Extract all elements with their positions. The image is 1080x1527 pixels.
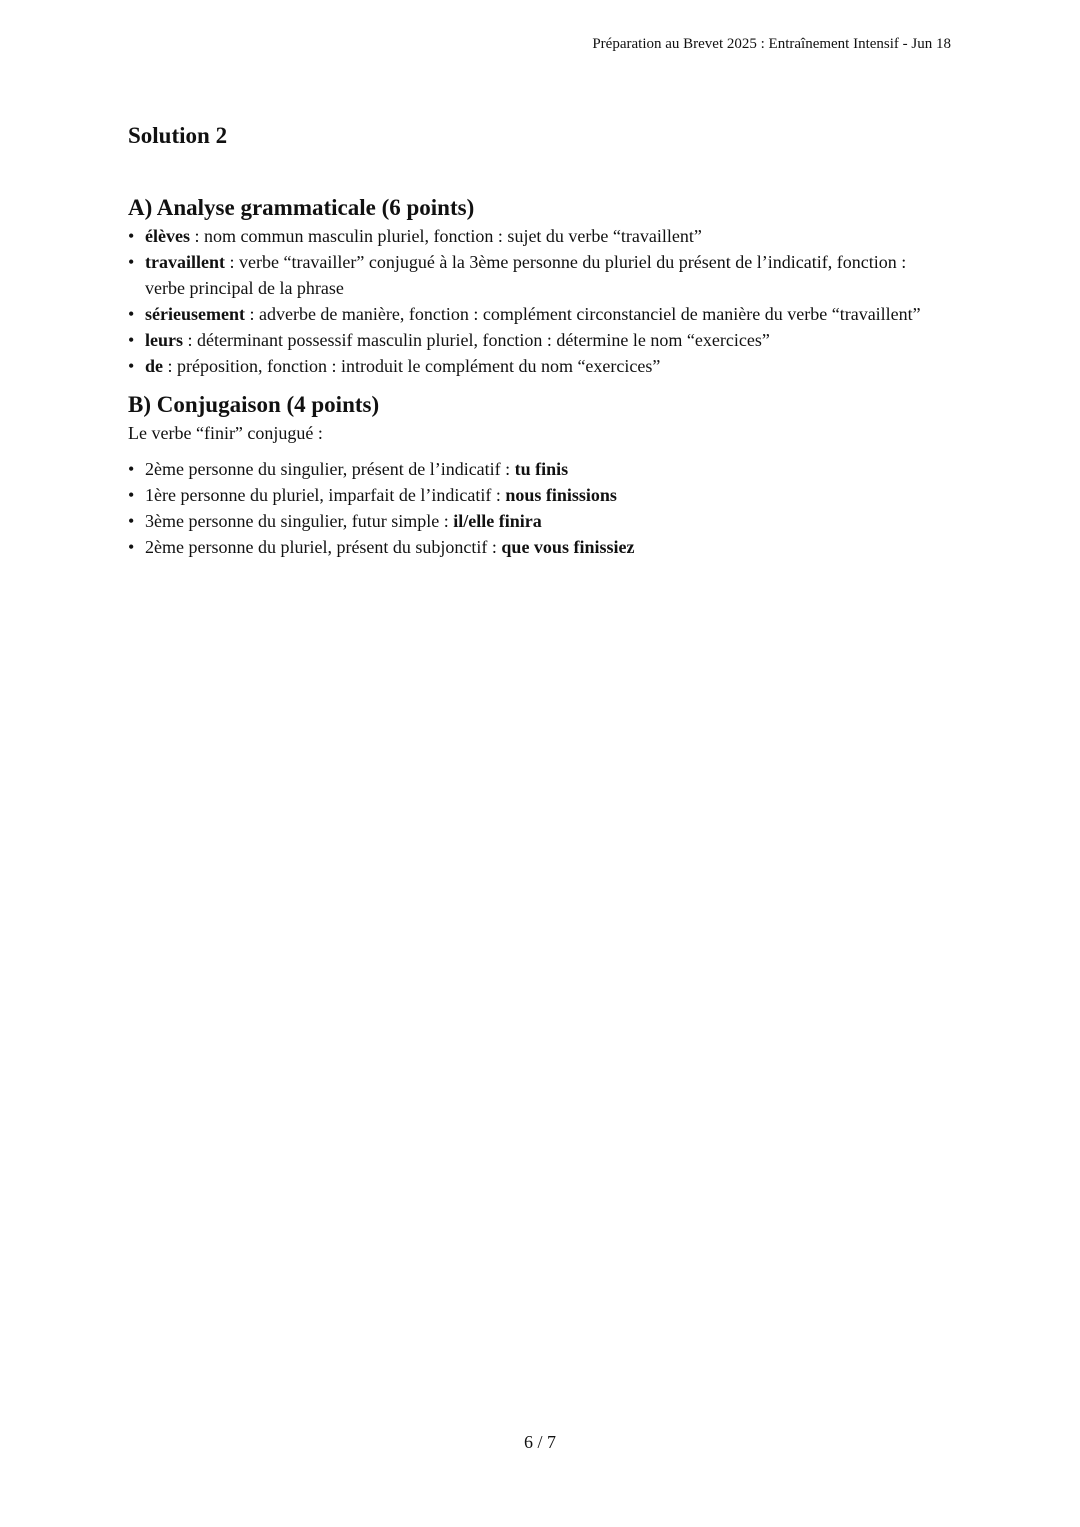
solution-title: Solution 2 bbox=[128, 123, 228, 148]
bullet-icon: • bbox=[128, 330, 135, 350]
bullet-icon: • bbox=[128, 304, 135, 324]
bullet-icon: • bbox=[128, 459, 135, 479]
running-header: Préparation au Brevet 2025 : Entraînement Intensif - Jun 18 bbox=[592, 36, 951, 52]
list-item bbox=[128, 534, 948, 560]
section-b-list bbox=[128, 456, 948, 560]
conjugation-answer: nous finissions bbox=[505, 485, 617, 505]
term: travaillent bbox=[145, 252, 225, 272]
conjugation-description: 3ème personne du singulier, futur simple : bbox=[145, 511, 454, 531]
term-description: : adverbe de manière, fonction : complément circonstanciel de manière du verbe “travaillent” bbox=[244, 304, 921, 324]
section-a-list bbox=[128, 223, 948, 379]
list-item bbox=[128, 249, 948, 301]
term: de bbox=[145, 356, 163, 376]
term: leurs bbox=[145, 330, 183, 350]
page-content bbox=[128, 121, 948, 560]
bullet-icon: • bbox=[128, 537, 135, 557]
bullet-icon: • bbox=[128, 356, 135, 376]
term: élèves bbox=[145, 226, 190, 246]
section-a-title: A) Analyse grammaticale (6 points) bbox=[128, 195, 475, 220]
conjugation-description: 1ère personne du pluriel, imparfait de l’indicatif : bbox=[145, 485, 506, 505]
conjugation-answer: il/elle finira bbox=[453, 511, 542, 531]
term-description: : préposition, fonction : introduit le complément du nom “exercices” bbox=[163, 356, 661, 376]
term: sérieusement bbox=[145, 304, 245, 324]
bullet-icon: • bbox=[128, 226, 135, 246]
conjugation-description: 2ème personne du singulier, présent de l’indicatif : bbox=[145, 459, 515, 479]
term-description: : verbe “travailler” conjugué à la 3ème personne du pluriel du présent de l’indicatif, fonction : verbe principal de la phrase bbox=[145, 252, 907, 298]
bullet-icon: • bbox=[128, 252, 135, 272]
list-item bbox=[128, 353, 948, 379]
page-number: 6 / 7 bbox=[523, 1432, 556, 1452]
term-description: : déterminant possessif masculin pluriel, fonction : détermine le nom “exercices” bbox=[183, 330, 770, 350]
list-item bbox=[128, 223, 948, 249]
section-b-title: B) Conjugaison (4 points) bbox=[128, 392, 380, 417]
list-item bbox=[128, 508, 948, 534]
conjugation-answer: que vous finissiez bbox=[501, 537, 635, 557]
section-b-intro: Le verbe “finir” conjugué : bbox=[128, 423, 323, 443]
list-item bbox=[128, 456, 948, 482]
term-description: : nom commun masculin pluriel, fonction : sujet du verbe “travaillent” bbox=[189, 226, 702, 246]
conjugation-description: 2ème personne du pluriel, présent du subjonctif : bbox=[145, 537, 502, 557]
bullet-icon: • bbox=[128, 511, 135, 531]
conjugation-answer: tu finis bbox=[514, 459, 569, 479]
list-item bbox=[128, 327, 948, 353]
bullet-icon: • bbox=[128, 485, 135, 505]
list-item bbox=[128, 482, 948, 508]
list-item bbox=[128, 301, 948, 327]
